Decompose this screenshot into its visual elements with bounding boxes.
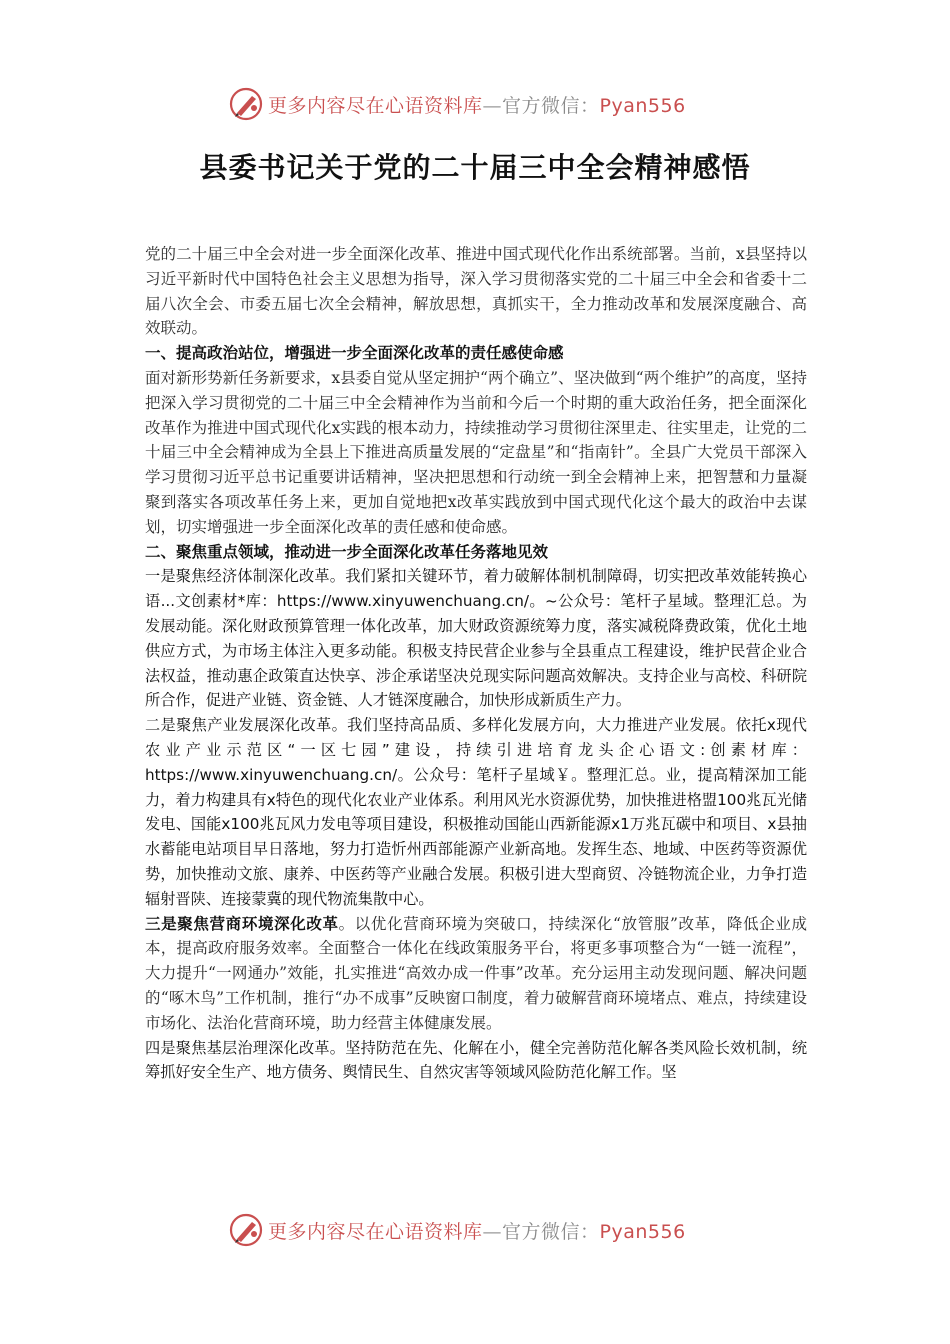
business-environment-paragraph — [145, 912, 807, 1036]
section-heading-2: 二、聚焦重点领域，推动进一步全面深化改革任务落地见效 — [145, 542, 549, 561]
grassroots-reform-paragraph: 四是聚焦基层治理深化改革。坚持防范在先、化解在小，健全完善防范化解各类风险长效机制，统筹抓好安全生产、地方债务、舆情民生、自然灾害等领域风险防范化解工作。坚 — [145, 1038, 807, 1082]
section-heading-1: 一、提高政治站位，增强进一步全面深化改革的责任感使命感 — [145, 344, 564, 363]
intro-paragraph: 党的二十届三中全会对进一步全面深化改革、推进中国式现代化作出系统部署。当前，x县坚持以习近平新时代中国特色社会主义思想为指导，深入学习贯彻落实党的二十届三中全会和省委十二届八次全会、市委五届七次全会精神，解放思想，真抓实干，全力推动改革和发展深度融合、高效联动。 — [145, 245, 807, 338]
footer-watermark-banner — [228, 1212, 718, 1248]
document-body — [145, 242, 807, 1085]
page-title: 县委书记关于党的二十届三中全会精神感悟 — [199, 151, 751, 184]
watermark-text: 更多内容尽在心语资料库—官方微信：Pyan556 — [268, 94, 686, 117]
business-environment-lead: 三是聚焦营商环境深化改革 — [145, 914, 339, 933]
watermark-text: 更多内容尽在心语资料库—官方微信：Pyan556 — [268, 1220, 686, 1243]
section1-paragraph: 面对新形势新任务新要求，x县委自觉从坚定拥护“两个确立”、坚决做到“两个维护”的高度，坚持把深入学习贯彻党的二十届三中全会精神作为当前和今后一个时期的重大政治任务，把全面深化改革作为推进中国式现代化x实践的根本动力，持续推动学习贯彻往深里走、往实里走，让党的二十届三中全会精神成为全县上下推进高质量发展的“定盘星”和“指南针”。全县广大党员干部深入学习贯彻习近平总书记重要讲话精神，坚决把思想和行动统一到全会精神上来，把智慧和力量凝聚到落实各项改革任务上来，更加自觉地把x改革实践放到中国式现代化这个最大的政治中去谋划，切实增强进一步全面深化改革的责任感和使命感。 — [145, 368, 807, 536]
pen-logo-icon — [228, 86, 264, 122]
industry-reform-paragraph: 二是聚焦产业发展深化改革。我们坚持高品质、多样化发展方向，大力推进产业发展。依托x现代农业产业示范区“一区七园”建设，持续引进培育龙头企心语文:创素材库：https://www.xinyuwenchuang.cn/。公众号：笔杆子星域￥。整理汇总。业，提高精深加工能力，着力构建具有x特色的现代化农业产业体系。利用风光水资源优势，加快推进格盟100兆瓦光储发电、国能x100兆瓦风力发电等项目建设，积极推动国能山西新能源x1万兆瓦碳中和项目、x县抽水蓄能电站项目早日落地，努力打造忻州西部能源产业新高地。发挥生态、地域、中医药等资源优势，加快推动文旅、康养、中医药等产业融合发展。积极引进大型商贸、冷链物流企业，力争打造辐射晋陕、连接蒙冀的现代物流集散中心。 — [145, 716, 807, 908]
pen-logo-icon — [228, 1212, 264, 1248]
economic-reform-paragraph: 一是聚焦经济体制深化改革。我们紧扣关键环节，着力破解体制机制障碍，切实把改革效能转换心语...文创素材*库：https://www.xinyuwenchuang.cn/。~公众号：笔杆子星域。整理汇总。为发展动能。深化财政预算管理一体化改革，加大财政资源统筹力度，落实减税降费政策，优化土地供应方式，为市场主体注入更多动能。积极支持民营企业参与全县重点工程建设，维护民营企业合法权益，推动惠企政策直达快享、涉企承诺坚决兑现实际问题高效解决。支持企业与高校、科研院所合作，促进产业链、资金链、人才链深度融合，加快形成新质生产力。 — [145, 567, 807, 710]
header-watermark-banner — [228, 86, 718, 122]
business-environment-text: 。以优化营商环境为突破口，持续深化“放管服”改革，降低企业成本，提高政府服务效率。全面整合一体化在线政策服务平台，将更多事项整合为“一链一流程”，大力提升“一网通办”效能，扎实推进“高效办成一件事”改革。充分运用主动发现问题、解决问题的“啄木鸟”工作机制，推行“办不成事”反映窗口制度，着力破解营商环境堵点、难点，持续建设市场化、法治化营商环境，助力经营主体健康发展。 — [145, 914, 807, 1032]
